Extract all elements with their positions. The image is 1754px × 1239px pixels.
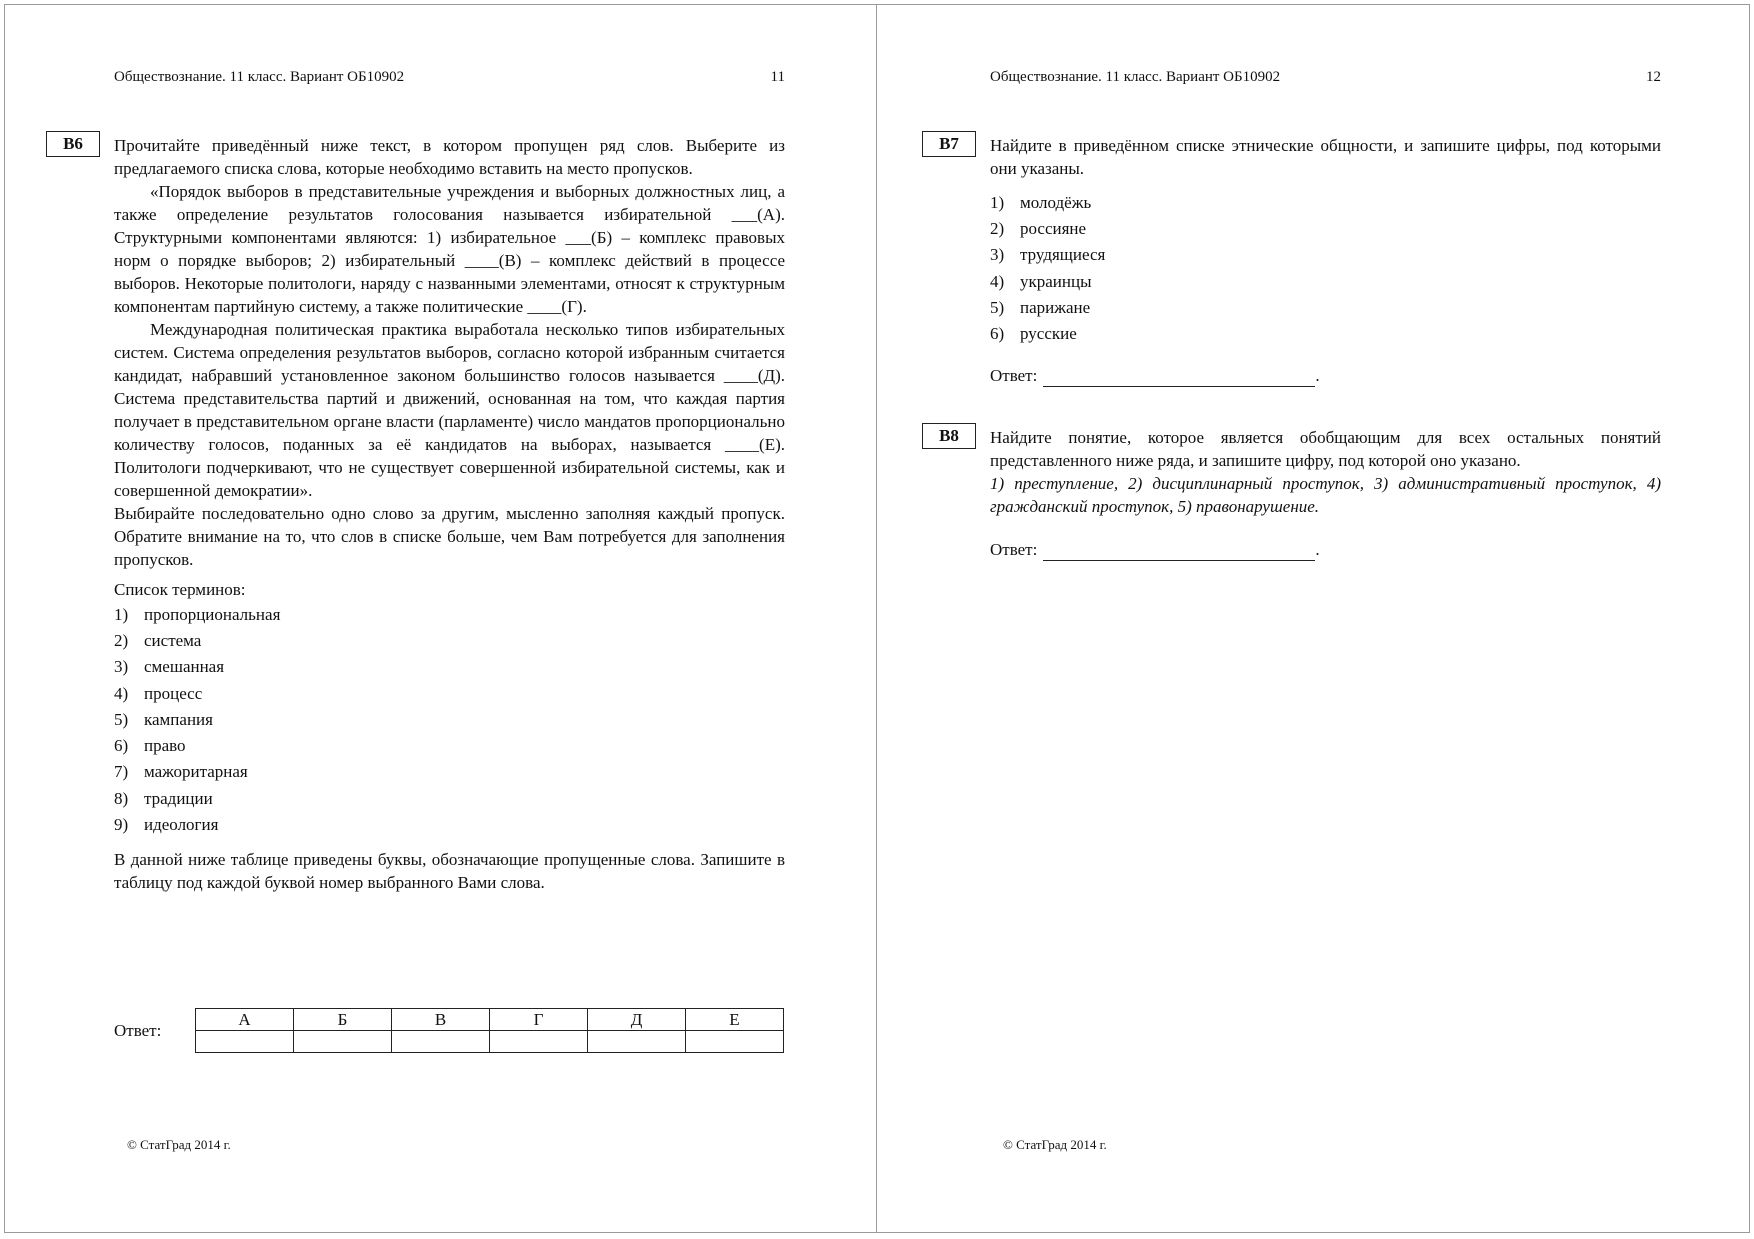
page-number: 11 xyxy=(770,69,785,85)
list-item-text: парижане xyxy=(1020,297,1091,317)
list-item xyxy=(114,654,785,680)
list-item-number: 5) xyxy=(114,709,129,729)
answer-table-letter: А xyxy=(196,1009,294,1031)
list-item xyxy=(114,811,785,837)
answer-table xyxy=(195,1008,784,1053)
list-item-text: россияне xyxy=(1020,218,1087,238)
left-footer: © СтатГрад 2014 г. xyxy=(127,1137,231,1152)
list-item xyxy=(990,242,1661,268)
list-item-number: 9) xyxy=(114,815,129,835)
list-item xyxy=(114,706,785,732)
list-item-text: мажоритарная xyxy=(144,762,248,782)
header-title: Обществознание. 11 класс. Вариант ОБ10902 xyxy=(990,69,1281,85)
list-item-text: система xyxy=(144,630,202,650)
task-b6-body xyxy=(114,134,785,894)
answer-table-cell[interactable] xyxy=(588,1031,686,1053)
b8-answer-label: Ответ: xyxy=(990,540,1038,559)
list-item-number: 5) xyxy=(990,297,1005,317)
answer-table-cell[interactable] xyxy=(686,1031,784,1053)
list-item-text: кампания xyxy=(144,709,213,729)
answer-table-input-row xyxy=(196,1031,784,1053)
table-note: В данной ниже таблице приведены буквы, обозначающие пропущенные слова. Запишите в таблицу под каждой буквой номер выбранного Вами слова. xyxy=(114,849,785,892)
list-item xyxy=(990,320,1661,346)
list-item-text: украинцы xyxy=(1020,271,1092,291)
task-b8-body xyxy=(990,426,1661,561)
list-item-text: традиции xyxy=(144,788,213,808)
b7-answer-label: Ответ: xyxy=(990,365,1038,385)
list-item-number: 8) xyxy=(114,788,129,808)
task-b7-body xyxy=(990,134,1661,387)
list-item-number: 4) xyxy=(990,271,1005,291)
list-item-number: 4) xyxy=(114,683,129,703)
task-number-b6: B6 xyxy=(46,131,100,157)
list-item xyxy=(990,215,1661,241)
answer-table-cell[interactable] xyxy=(490,1031,588,1053)
list-item-number: 2) xyxy=(990,218,1005,238)
task-b6-intro: Прочитайте приведённый ниже текст, в котором пропущен ряд слов. Выберите из предлагаемого списка слова, которые необходимо вставить на место пропусков. xyxy=(114,136,785,178)
task-b8-series: 1) преступление, 2) дисциплинарный проступок, 3) административный проступок, 4) гражданский проступок, 5) правонарушение. xyxy=(990,474,1661,516)
answer-table-block xyxy=(114,1008,784,1053)
task-b6-paragraph-2: Международная политическая практика выработала несколько типов избирательных систем. Система определения результатов выборов, согласно которой избранным считается кандидат, набравший установленное законом большинство голосов называется ____(Д). Система представительства партий и движений, основанная на том, что каждая партия получает в представительном органе власти (парламенте) число мандатов пропорционально количеству голосов, поданных за её кандидатов на выборах, называется ____(Е). Политологи подчеркивают, что не существует совершенной избирательной системы, как и совершенной демократии». xyxy=(114,320,785,500)
list-item-text: пропорциональная xyxy=(144,604,281,624)
answer-table-cell[interactable] xyxy=(196,1031,294,1053)
answer-table-letter: Д xyxy=(588,1009,686,1031)
b7-options-list xyxy=(990,189,1661,347)
answer-table-letter: Г xyxy=(490,1009,588,1031)
list-item xyxy=(990,189,1661,215)
list-item-text: процесс xyxy=(144,683,203,703)
list-item-number: 7) xyxy=(114,762,129,782)
b8-answer-field[interactable] xyxy=(1043,542,1315,561)
list-item xyxy=(990,268,1661,294)
list-item-text: смешанная xyxy=(144,657,225,677)
page-number: 12 xyxy=(1646,69,1661,85)
list-item-number: 3) xyxy=(114,657,129,677)
list-item-number: 1) xyxy=(114,604,129,624)
task-b6-paragraph-1: «Порядок выборов в представительные учреждения и выборных должностных лиц, а также определение результатов голосования называется избирательной ___(А). Структурными компонентами являются: 1) избирательное ___(Б) – комплекс правовых норм о порядке выборов; 2) избирательный ____(В) – комплекс действий в процессе выборов. Некоторые политологи, наряду с названными элементами, относят к структурным компонентам партийную систему, а также политические ____(Г). xyxy=(114,182,785,316)
list-item-text: трудящиеся xyxy=(1020,245,1106,265)
answer-table-letter: В xyxy=(392,1009,490,1031)
task-number-b7: B7 xyxy=(922,131,976,157)
task-b6-instruction: Выбирайте последовательно одно слово за другим, мысленно заполняя каждый пропуск. Обратите внимание на то, что слов в списке больше, чем Вам потребуется для заполнения пропусков. xyxy=(114,504,785,569)
answer-table-cell[interactable] xyxy=(294,1031,392,1053)
list-item-number: 3) xyxy=(990,245,1005,265)
list-item xyxy=(114,785,785,811)
terms-list xyxy=(114,601,785,838)
right-footer: © СтатГрад 2014 г. xyxy=(1003,1137,1107,1152)
task-b8-question: Найдите понятие, которое является обобщающим для всех остальных понятий представленного ниже ряда, и запишите цифру, под которой оно указано. xyxy=(990,428,1661,470)
list-item-text: молодёжь xyxy=(1020,192,1092,212)
right-page-header xyxy=(990,69,1661,86)
answer-table-letter: Б xyxy=(294,1009,392,1031)
terms-label: Список терминов: xyxy=(114,580,246,599)
b8-answer-line xyxy=(990,538,1661,561)
task-b7-question: Найдите в приведённом списке этнические общности, и запишите цифры, под которыми они указаны. xyxy=(990,136,1661,178)
answer-label: Ответ: xyxy=(114,1020,162,1040)
header-title: Обществознание. 11 класс. Вариант ОБ10902 xyxy=(114,69,405,85)
list-item xyxy=(114,627,785,653)
list-item xyxy=(114,732,785,758)
answer-table-letter: Е xyxy=(686,1009,784,1031)
list-item-number: 6) xyxy=(990,324,1005,344)
list-item-number: 1) xyxy=(990,192,1005,212)
task-number-b8: B8 xyxy=(922,423,976,449)
answer-table-cell[interactable] xyxy=(392,1031,490,1053)
b7-answer-field[interactable] xyxy=(1043,368,1315,387)
b7-answer-end: . xyxy=(1315,365,1320,385)
list-item-text: право xyxy=(144,736,186,756)
list-item-number: 2) xyxy=(114,630,129,650)
list-item xyxy=(990,294,1661,320)
b7-answer-line xyxy=(990,364,1661,387)
b8-answer-end: . xyxy=(1315,540,1320,559)
left-page-header xyxy=(114,69,785,86)
list-item xyxy=(114,601,785,627)
list-item-text: русские xyxy=(1020,324,1077,344)
list-item xyxy=(114,680,785,706)
answer-table-header-row xyxy=(196,1009,784,1031)
list-item xyxy=(114,759,785,785)
list-item-text: идеология xyxy=(144,815,219,835)
list-item-number: 6) xyxy=(114,736,129,756)
